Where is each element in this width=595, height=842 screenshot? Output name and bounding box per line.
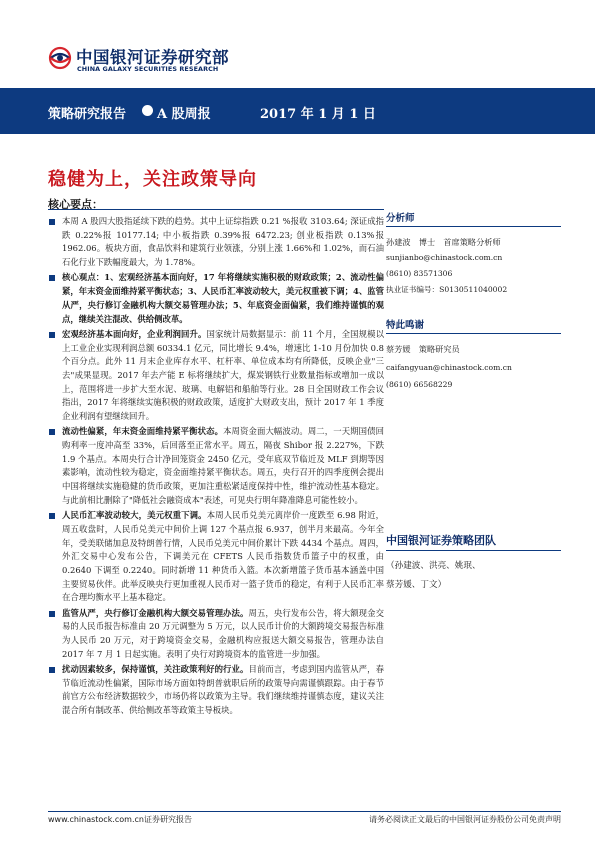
team-members-line1: （孙建波、洪亮、姚珉、 (386, 561, 481, 571)
footer-website-link[interactable]: www.chinastock.com.cn (48, 815, 144, 824)
logo-text-cn: 中国银河证券研究部 (76, 48, 229, 67)
bullet-square-icon (49, 429, 55, 435)
report-banner (0, 88, 595, 134)
spacer (386, 392, 561, 532)
footer-disclaimer: 请务必阅读正文最后的中国银河证券股份公司免责声明 (369, 815, 561, 824)
paragraph-lead: 扰动因素较多，保持谨慎，关注政策利好的行业。 (62, 664, 249, 675)
contact-name: 蔡芳媛 策略研究员 (386, 344, 460, 354)
paragraph-outlook (48, 663, 384, 718)
paragraph-text: 本周人民币兑美元离岸价一度跌至 6.98 附近，周五收盘时，人民币兑美元中间价上调 127 个基点报 6.937，创半月来最高。今年全年，受美联储加息及特朗普行情，人民币兑美元中间价累计下跌 4434 个基点。周四，外汇交易中心发布公告，下调美元在 CFETS 人民币指数货币篮子中的权重，由 0.2640 下调至 0.2240。同时新增 11 种货币入篮。本次新增篮子货币基本涵盖中国主要贸易伙伴。此举反映央行更加重视人民币对一篮子货币的稳定，有利于人民币汇率在合理均衡水平上基本稳定。 (62, 510, 384, 603)
report-category: 策略研究报告 (48, 107, 127, 122)
bullet-square-icon (49, 219, 55, 225)
banner-dot-icon (142, 105, 153, 116)
paragraph-lead: 监管从严，央行修订金融机构大额交易管理办法。 (62, 607, 249, 618)
team-heading: 中国银河证券策略团队 (386, 532, 561, 551)
report-title: 稳健为上，关注政策导向 (48, 169, 257, 190)
paragraph-liquidity (48, 425, 384, 507)
bullet-square-icon (49, 667, 55, 673)
paragraph-core-view (48, 271, 384, 326)
footer-label: 证券研究报告 (143, 815, 192, 824)
footer-left (48, 814, 192, 825)
paragraph-text: 本周 A 股四大股指延续下跌的趋势。其中上证综指跌 0.21 %报收 3103.64; 深证成指跌 0.22%报 10177.14; 中小板指跌 0.39%报 6472.23; 创业板指跌 0.13%报 1962.06。板块方面，食品饮料和建筑行业领涨，分别上涨 1.66%和 1.02%，而石油石化行业下跌幅度最大，为 1.78%。 (62, 216, 384, 268)
report-date: 2017 年 1 月 1 日 (260, 107, 376, 122)
galaxy-logo-icon (48, 46, 72, 70)
key-points-label: 核心要点： (48, 198, 103, 211)
sidebar (386, 210, 561, 595)
paragraph-fx (48, 509, 384, 605)
team-members-line2: 蔡芳媛、丁文） (386, 580, 447, 590)
contact-heading: 特此鸣谢 (386, 317, 561, 334)
paragraph-text: 周五，央行发布公告，将大额现金交易的人民币报告标准由 20 万元调整为 5 万元，以人民币计价的大额跨境交易报告标准为人民币 20 万元，对于跨境资金交易，金融机构应报送大额交易报告，管理办法自 2017 年 7 月 1 日起实施。表明了央行对跨境资本的监管进一步加强。 (62, 607, 385, 659)
paragraph-lead: 宏观经济基本面向好，企业利润回升。 (62, 328, 207, 339)
paragraph-regulation (48, 607, 384, 662)
analyst-name: 孙建波 博士 首席策略分析师 (386, 237, 501, 247)
analyst-heading: 分析师 (386, 210, 561, 227)
logo-text-en: CHINA GALAXY SECURITIES RESEARCH (77, 65, 219, 73)
analyst-license: 执业证书编号：S0130511040002 (386, 285, 508, 294)
bullet-square-icon (49, 332, 55, 338)
paragraph-lead: 人民币汇率波动较大，美元权重下调。 (62, 510, 207, 521)
paragraph-text: 目前而言，考虑到国内监管从严，春节临近流动性偏紧，国际市场方面如特朗普就职后所的政策导向需谨慎跟踪。由于春节前官方公布经济数据较少，市场仍将以政策为主导。我们继续维持谨慎态度，建议关注混合所有制改革、供给侧改革等政策主导板块。 (62, 664, 385, 716)
analyst-phone: (8610) 83571306 (386, 269, 453, 278)
key-points-body (48, 215, 384, 719)
paragraph-text: 核心观点：1、宏观经济基本面向好，17 年将继续实施积极的财政政策；2、流动性偏紧，年末资金面维持紧平衡状态；3、人民币汇率波动较大，美元权重被下调；4、监管从严，央行修订金融机构大额交易管理办法；5、年底资金面偏紧，我们维持谨慎的观点，继续关注混改、供给侧改革。 (62, 272, 384, 324)
paragraph-lead: 流动性偏紧，年末资金面维持紧平衡状态。 (62, 426, 224, 437)
bullet-square-icon (49, 611, 55, 617)
bullet-square-icon (49, 513, 55, 519)
key-points-divider (48, 209, 384, 210)
paragraph-text: 国家统计局数据显示：前 11 个月，全国规模以上工业企业实现利润总额 60334.1 亿元，同比增长 9.4%，增速比 1-10 月份加快 0.8 个百分点。此外 11 月末企业库存水平、杠杆率、单位成本均有所降低，反映企业"三去"成果显现。2017 年去产能 E 标将继续扩大，煤炭钢铁行业数量指标或增加一成以上，范围将进一步扩大至水泥、玻璃、电解铝和船舶等行业。28 日全国财政工作会议指出，2017 年将继续实施积极的财政政策，适度扩大财政支出，预计 2017 年 1 季度企业利润有望继续回升。 (62, 328, 384, 422)
paragraph-market-summary (48, 215, 384, 270)
paragraph-macro (48, 328, 384, 424)
report-type: A 股周报 (157, 107, 211, 122)
company-logo (48, 44, 288, 78)
contact-email[interactable]: caifangyuan@chinastock.com.cn (386, 363, 512, 372)
footer-divider (48, 811, 561, 812)
bullet-square-icon (49, 275, 55, 281)
contact-phone: (8610) 66568229 (386, 380, 453, 389)
paragraph-text: 本周资金面大幅波动。周二，一天期国债回购利率一度冲高至 33%，后回落至正常水平。周五，隔夜 Shibor 报 2.227%，下跌 1.9 个基点。本周央行合计净回笼资金 2450 亿元，受年底双节临近及 MLF 到期等因素影响，流动性较为稳定，资金面维持紧平衡状态。周五，央行召开的四季度例会提出中国将继续实施稳健的货币政策，更加注重松紧适度保持中性，维护流动性基本稳定。与此前相比删除了"降低社会融资成本"表述，可见央行明年降准降息可能性较小。 (62, 426, 385, 505)
analyst-email[interactable]: sunjianbo@chinastock.com.cn (386, 253, 503, 262)
